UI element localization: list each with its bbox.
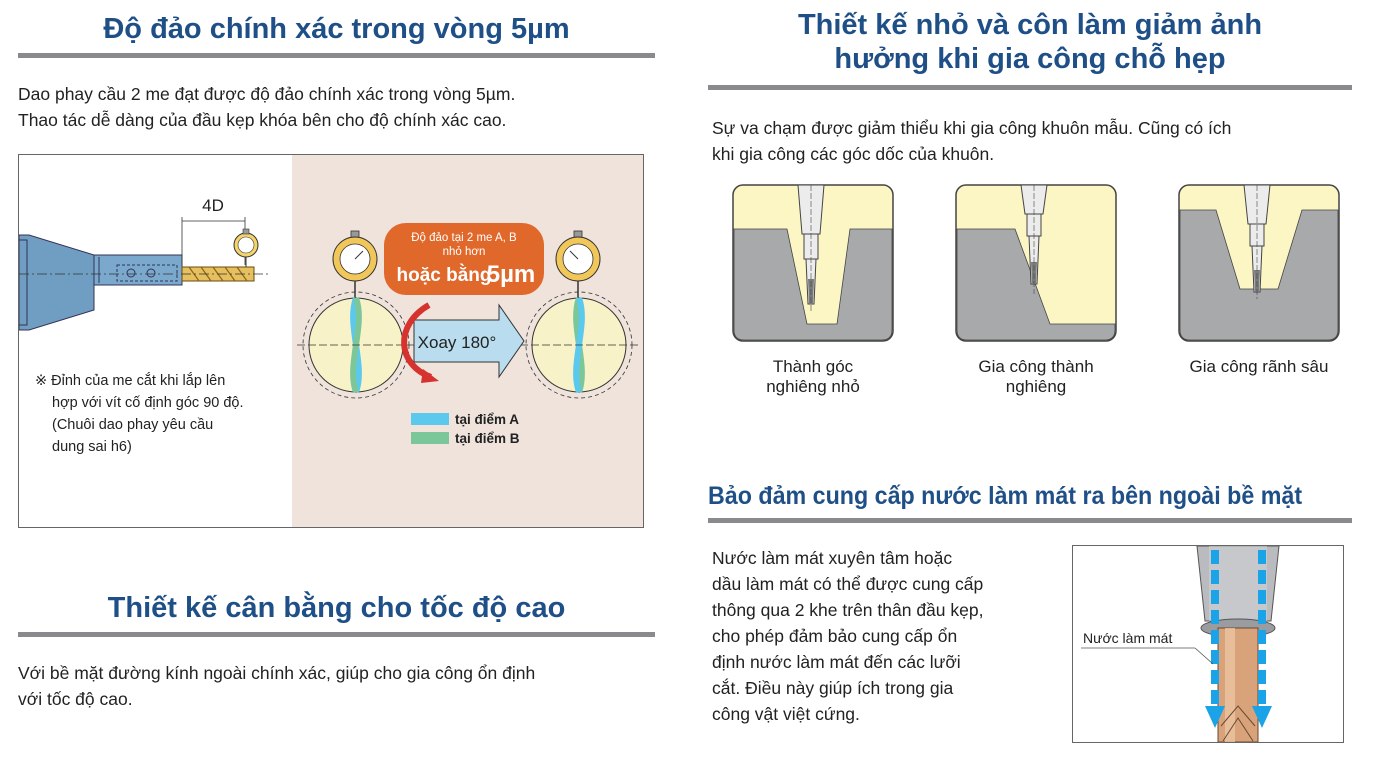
coolant-illustration: [1073, 546, 1343, 742]
note-line4: dung sai h6): [52, 439, 132, 455]
die-figure-2: [955, 184, 1117, 342]
coolant-line-1: Nước làm mát xuyên tâm hoặc: [712, 548, 953, 568]
die-caption-3-line1: Gia công rãnh sâu: [1189, 357, 1329, 376]
legend-swatch-a: [411, 413, 449, 425]
slim-title-line1: Thiết kế nhỏ và côn làm giảm ảnh: [797, 9, 1263, 41]
note-line1: ※ Đỉnh của me cắt khi lắp lên: [35, 373, 226, 389]
bubble-line1: Độ đảo tại 2 me A, B: [411, 232, 517, 244]
holder-body: [19, 235, 94, 330]
die-figure-1: [732, 184, 894, 342]
rotate-label: Xoay 180°: [417, 333, 497, 352]
coolant-title: Bảo đảm cung cấp nước làm mát ra bên ngoài bề mặt: [708, 482, 1303, 510]
runout-text-line2: Thao tác dễ dàng của đầu kẹp khóa bên cho độ chính xác cao.: [18, 110, 507, 130]
runout-title: Độ đảo chính xác trong vòng 5µm: [103, 13, 570, 45]
balance-title-rule: [18, 632, 655, 637]
die-figure-3: [1178, 184, 1340, 342]
slim-title-rule: [708, 85, 1352, 90]
legend-swatch-b: [411, 432, 449, 444]
die-caption-1-line1: Thành góc: [772, 357, 854, 376]
coolant-line-7: công vật việt cứng.: [712, 704, 860, 724]
runout-title-rule: [18, 53, 655, 58]
legend-label-a: tại điểm A: [455, 412, 520, 427]
coolant-line-2: dầu làm mát có thể được cung cấp: [712, 574, 984, 594]
balance-title: Thiết kế cân bằng cho tốc độ cao: [107, 592, 566, 624]
slim-title-line2: hưởng khi gia công chỗ hẹp: [834, 43, 1226, 75]
coolant-line-5: định nước làm mát đến các lưỡi: [712, 652, 961, 672]
runout-text-line1: Dao phay cầu 2 me đạt được độ đảo chính xác trong vòng 5µm.: [18, 84, 516, 104]
coolant-line-3: thông qua 2 khe trên thân đầu kẹp,: [712, 600, 984, 620]
bubble-value: 5µm: [486, 261, 536, 288]
note-line3: (Chuôi dao phay yêu cầu: [52, 417, 214, 433]
coolant-label: Nước làm mát: [1083, 630, 1173, 646]
bubble-line2: nhỏ hơn: [442, 246, 486, 258]
legend-label-b: tại điểm B: [455, 431, 520, 446]
die-caption-1-line2: nghiêng nhỏ: [766, 377, 860, 396]
coolant-line-4: cho phép đảm bảo cung cấp ổn: [712, 626, 958, 646]
balance-text-line1: Với bề mặt đường kính ngoài chính xác, giúp cho gia công ổn định: [18, 663, 536, 683]
coolant-line-6: cắt. Điều này giúp ích trong gia: [712, 678, 954, 698]
bubble-line3: hoặc bằng: [396, 265, 492, 286]
die-caption-2-line2: nghiêng: [1005, 377, 1067, 396]
die-caption-2-line1: Gia công thành: [978, 357, 1094, 376]
balance-text-line2: với tốc độ cao.: [18, 689, 133, 709]
note-line2: hợp với vít cố định góc 90 độ.: [52, 395, 244, 411]
dim-label-4d: 4D: [202, 196, 224, 215]
runout-figure: [18, 154, 644, 528]
coolant-title-rule: [708, 518, 1352, 523]
slim-text-line1: Sự va chạm được giảm thiểu khi gia công khuôn mẫu. Cũng có ích: [712, 118, 1232, 138]
coolant-figure: [1072, 545, 1344, 743]
slim-text-line2: khi gia công các góc dốc của khuôn.: [712, 144, 995, 164]
runout-illustration: [19, 155, 643, 527]
